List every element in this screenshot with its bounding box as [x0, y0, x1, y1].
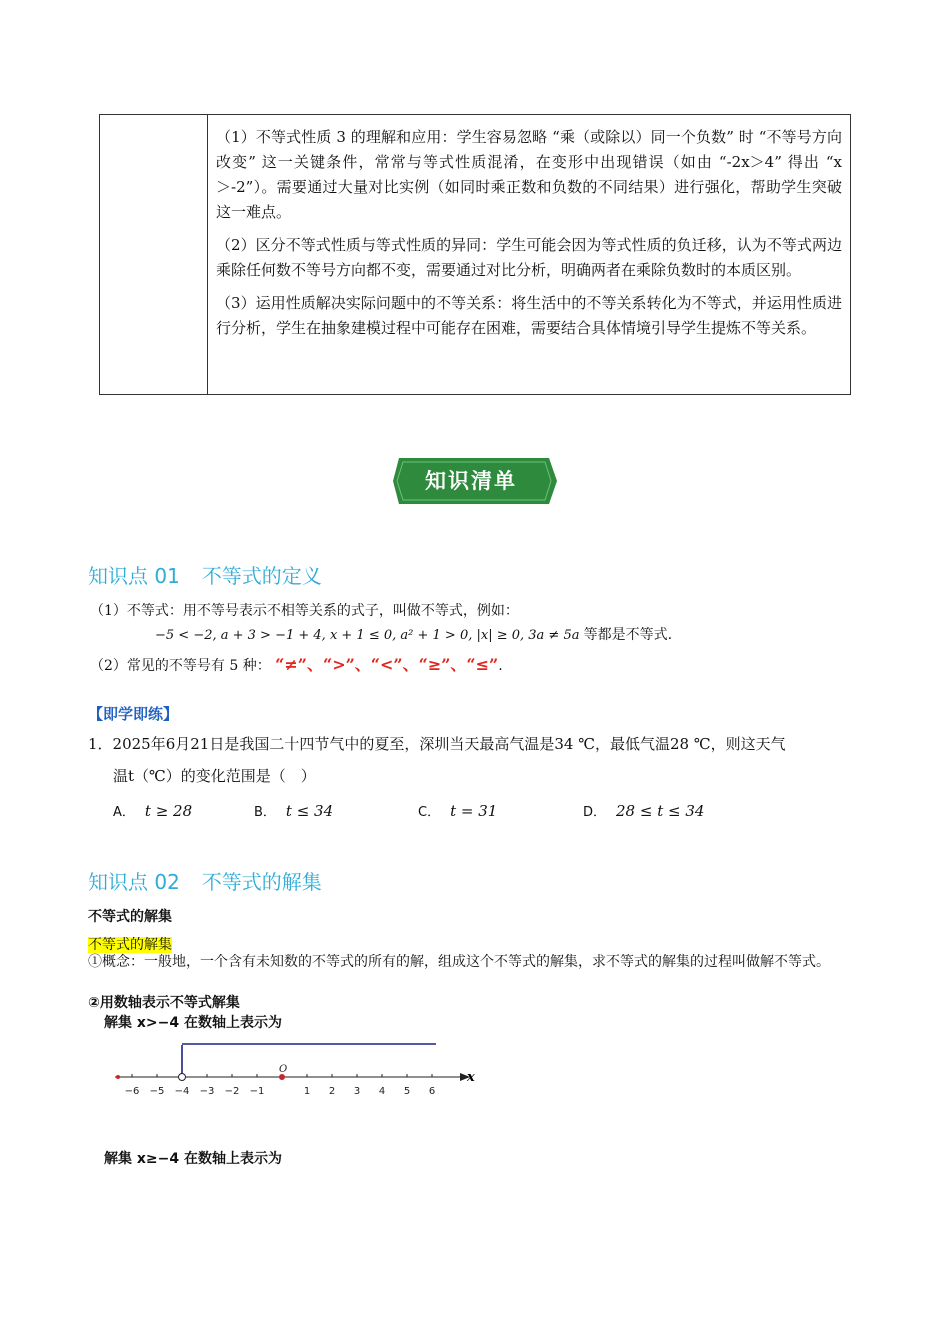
tick-label: 3: [353, 1086, 361, 1097]
difficulty-point-3: （3）运用性质解决实际问题中的不等关系：将生活中的不等关系转化为不等式，并运用性质进行分析，学生在抽象建模过程中可能存在困难，需要结合具体情境引导学生提炼不等关系。: [216, 294, 842, 337]
open-circle-boundary: [179, 1074, 186, 1081]
left-end-dot: [116, 1075, 120, 1079]
kp2-numberline-heading: ②用数轴表示不等式解集: [88, 995, 240, 1011]
tick-label: −4: [174, 1086, 190, 1097]
table-content-cell: [216, 125, 842, 349]
kp2-highlight-text: 不等式的解集: [88, 937, 172, 953]
difficulty-point-2: （2）区分不等式性质与等式性质的异同：学生可能会因为等式性质的负迁移，认为不等式两边乘除任何数不等号方向都不变，需要通过对比分析，明确两者在乘除负数时的本质区别。: [216, 236, 842, 279]
number-line: [110, 1035, 480, 1099]
tick-label: −2: [224, 1086, 240, 1097]
question-number: 1．: [88, 735, 113, 753]
tick-label: 2: [328, 1086, 336, 1097]
difficulty-point-1: （1）不等式性质 3 的理解和应用：学生容易忽略 “乘（或除以）同一个负数” 时 “不等号方向改变” 这一关键条件，常常与等式性质混淆，在变形中出现错误（如由 “-2x＞4” 得出 “x＞-2”）。需要通过大量对比实例（如同时乘正数和负数的不同结果）进行强化，帮助学生突破这一难点。: [216, 128, 842, 221]
question-text-1: 2025年6月21日是我国二十四节气中的夏至，深圳当天最高气温是34 ℃，最低气温28 ℃，则这天气: [112, 735, 786, 753]
question-line-2: 温t（℃）的变化范围是（ ）: [113, 767, 316, 785]
kp2-title: 不等式的解集: [201, 870, 322, 894]
option-a-label: A．: [113, 805, 135, 820]
difficulty-table: [99, 114, 851, 395]
kp2-highlight-title: [88, 934, 172, 954]
option-d[interactable]: [583, 801, 704, 820]
option-c-value: t = 31: [450, 802, 498, 820]
kp1-title: 不等式的定义: [201, 564, 322, 588]
tick-label: 4: [378, 1086, 386, 1097]
option-a[interactable]: [113, 801, 192, 820]
kp2-number: 知识点 02: [88, 870, 180, 894]
practice-heading: 【即学即练】: [88, 705, 179, 723]
tick-label: 5: [403, 1086, 411, 1097]
kp2-heading: [88, 866, 322, 895]
kp1-heading: [88, 560, 322, 589]
kp1-line2-text: （2）常见的不等号有 5 种：: [90, 658, 271, 674]
option-b-value: t ≤ 34: [285, 802, 334, 820]
option-b[interactable]: [254, 801, 333, 820]
tick-label: 6: [428, 1086, 436, 1097]
kp1-line2: [90, 652, 503, 675]
tick-label: −1: [249, 1086, 265, 1097]
option-c-label: C．: [418, 805, 441, 820]
kp1-examples: [155, 624, 672, 644]
kp1-line2-end: .: [498, 658, 503, 674]
question-line-1: [88, 729, 786, 759]
kp1-line1: （1）不等式：用不等号表示不相等关系的式子，叫做不等式，例如：: [90, 603, 519, 619]
tick-label: −5: [149, 1086, 165, 1097]
knowledge-list-badge: [393, 456, 557, 506]
table-label-cell: [100, 115, 208, 394]
option-a-value: t ≥ 28: [144, 802, 193, 820]
kp1-number: 知识点 01: [88, 564, 180, 588]
tick-label: −6: [124, 1086, 140, 1097]
kp1-example-formulas: −5 < −2, a + 3 > −1 + 4, x + 1 ≤ 0, a² + 1 > 0, |x| ≥ 0, 3a ≠ 5a: [155, 628, 580, 643]
option-b-label: B．: [254, 805, 276, 820]
tick-label: 1: [303, 1086, 311, 1097]
origin-label: O: [279, 1064, 288, 1075]
tick-label: −3: [199, 1086, 215, 1097]
kp2-subheading: 不等式的解集: [88, 909, 172, 925]
option-c[interactable]: [418, 801, 497, 820]
badge-label: 知识清单: [425, 469, 517, 493]
axis-label: x: [467, 1070, 475, 1085]
kp1-symbols: “≠”、“>”、“<”、“≥”、“≤”: [275, 655, 499, 674]
caption-closed-circle: 解集 x≥−4 在数轴上表示为: [104, 1151, 282, 1167]
kp2-concept: ①概念：一般地，一个含有未知数的不等式的所有的解，组成这个不等式的解集，求不等式的解集的过程叫做解不等式。: [88, 954, 830, 970]
caption-open-circle: 解集 x>−4 在数轴上表示为: [104, 1015, 282, 1031]
kp1-examples-tail: 等都是不等式.: [583, 627, 673, 643]
option-d-value: 28 ≤ t ≤ 34: [616, 802, 705, 820]
option-d-label: D．: [583, 805, 607, 820]
